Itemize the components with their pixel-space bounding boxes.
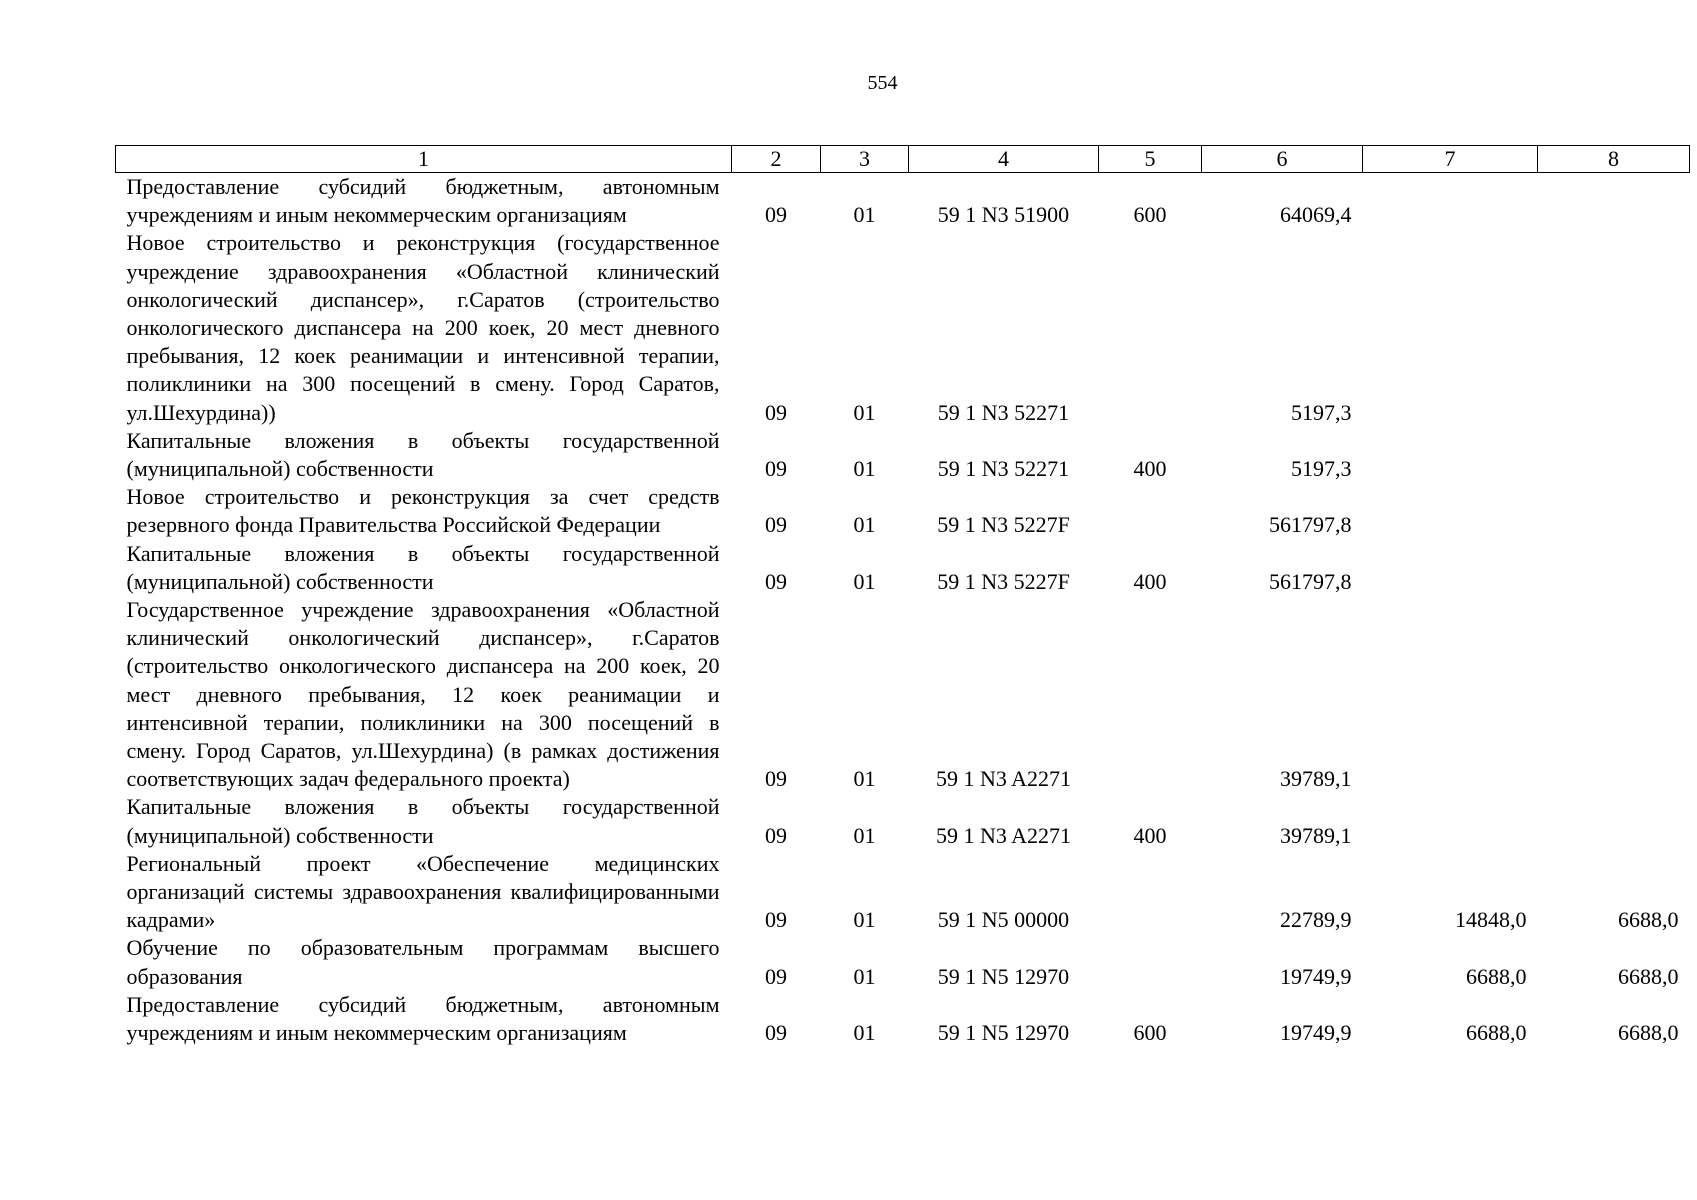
amount-col7 [1363,483,1538,539]
table-row [116,540,1690,596]
row-name: Капитальные вложения в объекты государственной (муниципальной) собственности [126,540,720,594]
expense-type-code: 400 [1133,822,1167,848]
table-row [116,850,1690,935]
row-name: Предоставление субсидий бюджетным, автономным учреждениям и иным некоммерческим организациям [126,174,720,228]
table-row [116,229,1690,426]
subsection-code: 01 [853,963,876,989]
target-article-code: 59 1 N3 51900 [937,202,1070,228]
subsection-code: 01 [853,1020,876,1046]
subsection-code: 01 [853,766,876,792]
amount-col7 [1363,173,1538,230]
subsection-code: 01 [853,822,876,848]
section-code: 09 [765,202,787,228]
table-row [116,793,1690,849]
table-row [116,991,1690,1047]
amount-col7 [1363,596,1538,793]
subsection-code: 01 [853,202,876,228]
amount-col6: 561797,8 [1269,568,1352,594]
row-name: Предоставление субсидий бюджетным, автономным учреждениям и иным некоммерческим организациям [126,991,720,1046]
amount-col6: 5197,3 [1291,399,1352,425]
target-article-code: 59 1 N3 52271 [937,456,1070,482]
target-article-code: 59 1 N3 5227F [937,568,1070,594]
table-row [116,596,1690,793]
target-article-code: 59 1 N3 A2271 [935,822,1072,848]
section-code: 09 [765,512,787,538]
target-article-code: 59 1 N3 52271 [937,399,1070,425]
amount-col6: 19749,9 [1280,963,1352,989]
amount-col8 [1538,229,1690,426]
col-header-4: 4 [909,146,1099,173]
subsection-code: 01 [853,512,876,538]
target-article-code: 59 1 N5 12970 [937,963,1070,989]
col-header-6: 6 [1202,146,1363,173]
section-code: 09 [765,1020,787,1046]
section-code: 09 [765,822,787,848]
amount-col6: 5197,3 [1291,456,1352,482]
row-name: Новое строительство и реконструкция (государственное учреждение здравоохранения «Областной клинический онкологический диспансер», г.Саратов (строительство онкологического диспансера на 200 коек, 20 мест дневного пребывания, 12 коек реанимации и интенсивной терапии, поликлиники на 300 посещений в смену. Город Саратов, ул.Шехурдина)) [126,230,720,425]
expense-type-code: 600 [1133,202,1167,228]
subsection-code: 01 [853,568,876,594]
table-row [116,427,1690,483]
row-name: Капитальные вложения в объекты государственной (муниципальной) собственности [126,427,720,482]
expense-type-code [1099,229,1202,426]
row-name: Капитальные вложения в объекты государственной (муниципальной) собственности [126,794,720,848]
target-article-code: 59 1 N3 A2271 [935,766,1072,792]
amount-col8 [1538,483,1690,539]
expense-type-code: 600 [1133,1020,1167,1046]
target-article-code: 59 1 N5 00000 [937,907,1070,933]
table-row [116,483,1690,539]
amount-col7 [1363,793,1538,849]
amount-col7 [1363,229,1538,426]
budget-table [115,145,1690,1047]
amount-col7: 6688,0 [1466,963,1527,989]
expense-type-code [1099,934,1202,990]
amount-col6: 39789,1 [1280,766,1352,792]
amount-col7 [1363,427,1538,483]
target-article-code: 59 1 N3 5227F [937,512,1070,538]
amount-col8: 6688,0 [1618,907,1679,933]
col-header-8: 8 [1538,146,1690,173]
section-code: 09 [765,907,787,933]
expense-type-code [1099,850,1202,935]
amount-col7: 6688,0 [1466,1020,1527,1046]
col-header-7: 7 [1363,146,1538,173]
section-code: 09 [765,963,787,989]
amount-col8 [1538,596,1690,793]
section-code: 09 [765,766,787,792]
amount-col8 [1538,427,1690,483]
table-row [116,934,1690,990]
expense-type-code: 400 [1133,456,1167,482]
subsection-code: 01 [853,399,876,425]
expense-type-code: 400 [1133,568,1167,594]
section-code: 09 [765,456,787,482]
amount-col8: 6688,0 [1618,1020,1679,1046]
target-article-code: 59 1 N5 12970 [937,1020,1070,1046]
col-header-3: 3 [821,146,909,173]
amount-col8 [1538,173,1690,230]
amount-col8 [1538,540,1690,596]
amount-col7: 14848,0 [1455,907,1527,933]
table-row [116,173,1690,230]
amount-col6: 22789,9 [1280,907,1352,933]
col-header-2: 2 [732,146,821,173]
subsection-code: 01 [853,456,876,482]
page-number: 554 [867,72,898,94]
row-name: Новое строительство и реконструкция за счет средств резервного фонда Правительства Российской Федерации [126,484,720,538]
row-name: Обучение по образовательным программам высшего образования [126,935,720,989]
expense-type-code [1099,483,1202,539]
row-name: Государственное учреждение здравоохранения «Областной клинический онкологический диспансер», г.Саратов (строительство онкологического диспансера на 200 коек, 20 мест дневного пребывания, 12 коек реанимации и интенсивной терапии, поликлиники на 300 посещений в смену. Город Саратов, ул.Шехурдина) (в рамках достижения соответствующих задач федерального проекта) [126,597,720,792]
subsection-code: 01 [853,907,876,933]
table-header-row [116,146,1690,173]
expense-type-code [1099,596,1202,793]
amount-col7 [1363,540,1538,596]
amount-col6: 19749,9 [1280,1020,1352,1046]
amount-col8 [1538,793,1690,849]
col-header-1: 1 [116,146,732,173]
col-header-5: 5 [1099,146,1202,173]
section-code: 09 [765,399,787,425]
amount-col6: 561797,8 [1269,512,1352,538]
amount-col6: 64069,4 [1280,202,1352,228]
amount-col6: 39789,1 [1280,822,1352,848]
row-name: Региональный проект «Обеспечение медицинских организаций системы здравоохранения квалифицированными кадрами» [126,850,720,933]
amount-col8: 6688,0 [1618,963,1679,989]
section-code: 09 [765,568,787,594]
